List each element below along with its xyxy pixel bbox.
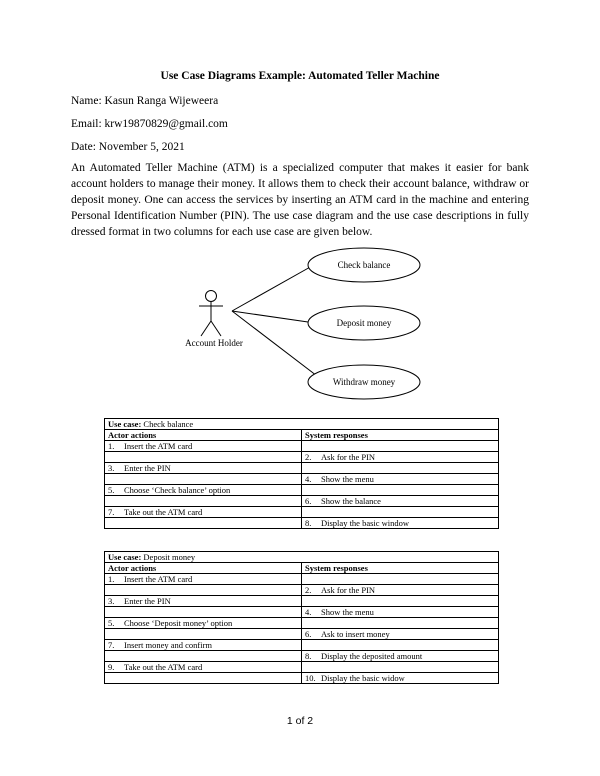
step-number: 2. <box>305 452 312 462</box>
association-check-balance <box>232 266 312 311</box>
column-header-row <box>105 563 499 574</box>
step-text: Show the menu <box>321 474 374 484</box>
document-title: Use Case Diagrams Example: Automated Teller Machine <box>160 70 440 82</box>
step-text: Insert the ATM card <box>124 441 193 451</box>
table-row <box>105 607 499 618</box>
step-text: Take out the ATM card <box>124 507 203 517</box>
table-row <box>105 640 499 651</box>
page-number: 1 of 2 <box>286 715 314 727</box>
step-text: Choose ‘Check balance’ option <box>124 485 231 495</box>
author-email: Email: krw19870829@gmail.com <box>71 118 228 130</box>
use-case-withdraw-money <box>308 365 420 399</box>
use-case-label: Use case: <box>108 552 142 562</box>
use-case-name: Check balance <box>143 419 194 429</box>
table-row <box>105 651 499 662</box>
step-text: Insert the ATM card <box>124 574 193 584</box>
step-text: Enter the PIN <box>124 463 171 473</box>
use-case-table-deposit-money <box>104 551 499 684</box>
table-row <box>105 673 499 684</box>
table-row <box>105 596 499 607</box>
table-row <box>105 496 499 507</box>
actor-figure <box>199 291 223 337</box>
step-number: 6. <box>305 629 312 639</box>
table-row <box>105 574 499 585</box>
step-number: 5. <box>108 485 115 495</box>
table-row <box>105 452 499 463</box>
table-row <box>105 662 499 673</box>
step-number: 1. <box>108 574 115 584</box>
association-deposit-money <box>232 311 308 322</box>
col-system-responses: System responses <box>302 563 499 574</box>
step-text: Display the basic window <box>321 518 410 528</box>
table-row <box>105 507 499 518</box>
use-case-label: Deposit money <box>336 318 392 328</box>
intro-paragraph: An Automated Teller Machine (ATM) is a specialized computer that makes it easier for bank account holders to manage their money. It allows them to check their account balance, withdraw or deposit money. One can access the services by inserting an ATM card in the machine and entering Personal Identification Number (PIN). The use case diagram and the use case descriptions in fully dressed format in two columns for each use case are given below. <box>71 162 529 238</box>
table-row <box>105 474 499 485</box>
step-text: Display the basic widow <box>321 673 405 683</box>
step-number: 8. <box>305 651 312 661</box>
use-case-table-check-balance <box>104 418 499 529</box>
step-text: Enter the PIN <box>124 596 171 606</box>
use-case-deposit-money <box>308 306 420 340</box>
step-number: 6. <box>305 496 312 506</box>
table-row <box>105 463 499 474</box>
step-text: Insert money and confirm <box>124 640 213 650</box>
step-number: 10. <box>305 673 316 683</box>
use-case-label: Use case: <box>108 419 142 429</box>
table-row <box>105 618 499 629</box>
step-number: 7. <box>108 640 115 650</box>
step-number: 3. <box>108 463 115 473</box>
step-text: Display the deposited amount <box>321 651 423 661</box>
step-text: Show the balance <box>321 496 381 506</box>
table-row <box>105 629 499 640</box>
table-header-row <box>105 419 499 430</box>
step-text: Choose ‘Deposit money’ option <box>124 618 233 628</box>
table-row <box>105 585 499 596</box>
actor-label: Account Holder <box>185 338 243 348</box>
table-header-row <box>105 552 499 563</box>
step-number: 5. <box>108 618 115 628</box>
col-actor-actions: Actor actions <box>105 430 302 441</box>
step-number: 3. <box>108 596 115 606</box>
step-number: 4. <box>305 474 312 484</box>
step-text: Ask to insert money <box>321 629 390 639</box>
table-row <box>105 485 499 496</box>
association-withdraw-money <box>232 311 321 379</box>
step-number: 7. <box>108 507 115 517</box>
step-text: Ask for the PIN <box>321 452 376 462</box>
table-row <box>105 518 499 529</box>
step-number: 1. <box>108 441 115 451</box>
col-system-responses: System responses <box>302 430 499 441</box>
document-date: Date: November 5, 2021 <box>71 141 185 153</box>
step-number: 4. <box>305 607 312 617</box>
step-number: 8. <box>305 518 312 528</box>
use-case-label: Withdraw money <box>332 377 396 387</box>
table-row <box>105 441 499 452</box>
use-case-label: Check balance <box>337 260 391 270</box>
step-number: 9. <box>108 662 115 672</box>
step-text: Ask for the PIN <box>321 585 376 595</box>
step-number: 2. <box>305 585 312 595</box>
column-header-row <box>105 430 499 441</box>
step-text: Show the menu <box>321 607 374 617</box>
author-name: Name: Kasun Ranga Wijeweera <box>71 95 219 107</box>
use-case-name: Deposit money <box>143 552 196 562</box>
step-text: Take out the ATM card <box>124 662 203 672</box>
col-actor-actions: Actor actions <box>105 563 302 574</box>
use-case-check-balance <box>308 248 420 282</box>
